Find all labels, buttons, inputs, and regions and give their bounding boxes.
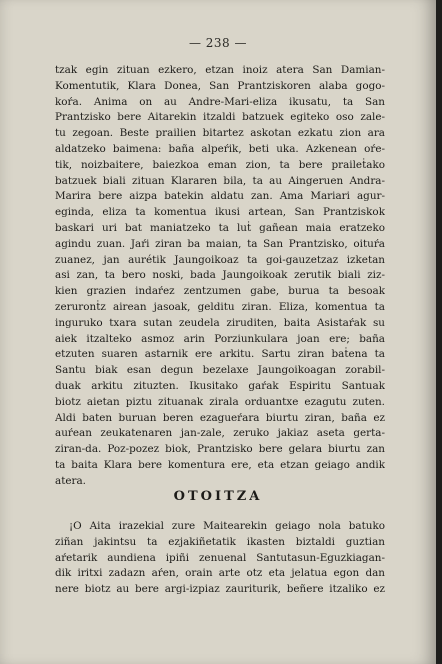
text-line: duak arkitu zituzten. Ikusitako gaŕak Espiritu Santuak xyxy=(55,379,385,392)
text-line: etzuten suaren astarnik ere arkitu. Sartu ziran baṫena ta xyxy=(55,348,385,361)
text-line: tu zegoan. Beste prailien bitartez askotan ezkatu zion ara xyxy=(55,127,385,140)
text-line: dik iritxi zadazn aŕen, orain arte otz eta jelatua egon dan xyxy=(55,567,385,580)
text-line: zuanez, jan aurétik Jaungoikoaz ta goi-gauzetzaz izketan xyxy=(55,253,385,266)
text-line: Komentutik, Klara Donea, San Prantziskoren alaba gogo- xyxy=(55,79,385,92)
text-line: Prantzisko bere Aitarekin itzaldi batzuek egiteko oso zale- xyxy=(55,111,385,124)
text-line: Aldi baten buruan beren ezagueŕara biurtu ziran, baña ez xyxy=(55,411,385,424)
text-line: Santu biak esan degun bezelaxe Jaungoikoagan zorabil- xyxy=(55,364,385,377)
text-line: ¡O Aita irazekial zure Maitearekin geiago nola batuko xyxy=(69,520,385,532)
text-line: kien grazien indaŕez zentzumen gabe, burua ta besoak xyxy=(55,285,385,298)
text-line: baskari uri bat maniatzeko ta luṫ gañean maia eratzeko xyxy=(55,221,385,234)
prayer-text xyxy=(55,519,385,598)
text-line: inguruko txara sutan zeudela ziruditen, baita Asistaŕak su xyxy=(55,316,385,329)
text-line: agindu zuan. Jaŕi ziran ba maian, ta San Prantzisko, oituŕa xyxy=(55,237,385,250)
text-line: zeruronṫz airean jasoak, gelditu ziran. Eliza, komentua ta xyxy=(55,300,385,313)
text-line: nere biotz au bere argi-izpiaz zauriturik, beñere itzaliko ez xyxy=(55,583,385,596)
text-line: aiek itzalteko asmoz arin Porziunkulara joan ere; baña xyxy=(55,332,385,345)
text-line: tik, noizbaitere, baiezkoa eman zion, ta bere praileṫako xyxy=(55,158,385,171)
page-number: — 238 — xyxy=(188,36,248,50)
text-line: ta baita Klara bere komentura ere, eta etzan geiago andik xyxy=(55,458,385,471)
text-line: asi zan, ta bero noski, bada Jaungoikoak zerutik biali ziz- xyxy=(55,269,385,282)
text-line: tzak egin zituan ezkero, etzan inoiz atera San Damian- xyxy=(55,64,385,76)
text-line: auŕean zeukatenaren jan-zale, zeruko jakiaz aseta gerta- xyxy=(55,427,385,440)
section-heading: OTOITZA xyxy=(173,489,263,504)
text-line: aŕetarik aundiena ipiñi zenuenal Santutasun-Eguzkiagan- xyxy=(55,551,385,564)
text-line: aldatzeko baimena: baña alpeŕik, beti uka. Azkenean oŕe- xyxy=(55,142,385,155)
text-line: ziñan jakintsu ta ezjakiñetatik ikasten biztaldi guztian xyxy=(55,535,385,548)
text-line: koŕa. Anima on au Andre-Mari-eliza ikusatu, ta San xyxy=(55,95,385,108)
text-line: biotz aietan piztu zituanak zirala orduantxe ezagutu zuten. xyxy=(55,395,385,408)
text-line: Marira bere aizpa batekin aldatu zan. Ama Mariari agur- xyxy=(55,190,385,203)
text-line: ziran-da. Poz-pozez biok, Prantzisko bere gelara biurtu zan xyxy=(55,443,385,456)
text-line: atera. xyxy=(55,474,86,487)
text-line: batzuek biali zituan Klararen bila, ta au Aingeruen Andra- xyxy=(55,174,385,187)
text-line: eginda, eliza ta komentua ikusi artean, San Prantziskok xyxy=(55,206,385,219)
body-text xyxy=(55,63,385,490)
